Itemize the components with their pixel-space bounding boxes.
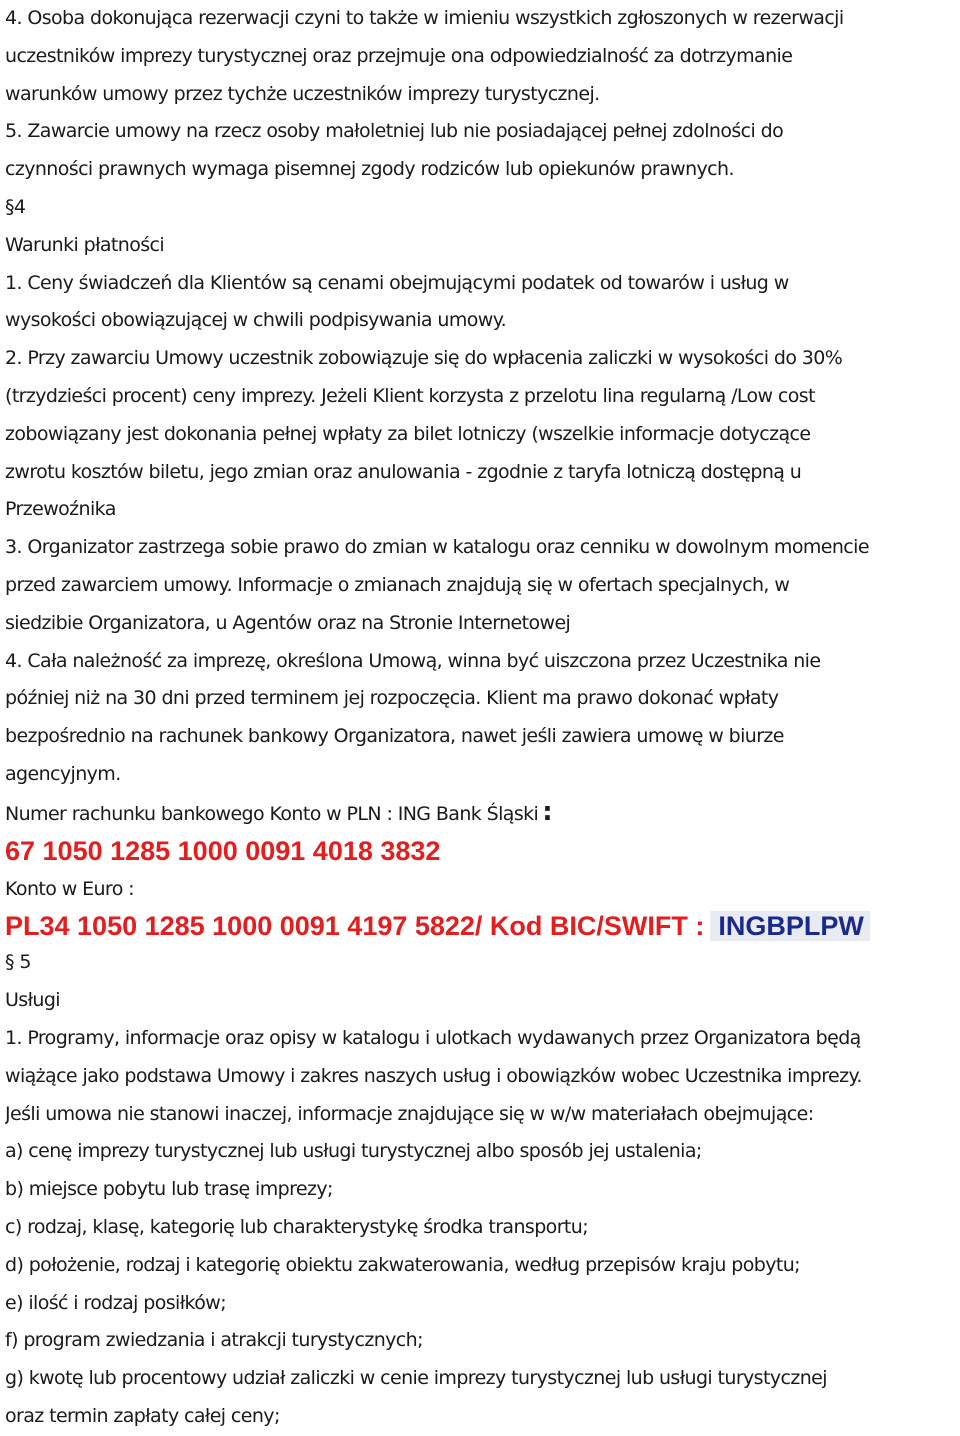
text-line: (trzydzieści procent) ceny imprezy. Jeżeli Klient korzysta z przelotu lina regularną /Low cost — [5, 384, 815, 407]
text-line: §4 — [5, 195, 26, 218]
text-line: wysokości obowiązującej w chwili podpisywania umowy. — [5, 309, 507, 332]
text-line: Warunki płatności — [5, 233, 165, 256]
text-line: Przewoźnika — [5, 498, 116, 521]
text-line: czynności prawnych wymaga pisemnej zgody rodziców lub opiekunów prawnych. — [5, 158, 734, 181]
text-line: 3. Organizator zastrzega sobie prawo do zmian w katalogu oraz cenniku w dowolnym momencie — [5, 536, 869, 559]
text-line: 4. Osoba dokonująca rezerwacji czyni to także w imieniu wszystkich zgłoszonych w rezerwacji — [5, 7, 844, 29]
text-line: Jeśli umowa nie stanowi inaczej, informacje znajdujące się w w/w materiałach obejmujące: — [5, 1102, 814, 1125]
bank-eur-account: PL34 1050 1285 1000 0091 4197 5822/ Kod BIC/SWIFT : — [5, 911, 705, 942]
text-line: agencyjnym. — [5, 762, 121, 785]
text-line: uczestników imprezy turystycznej oraz przejmuje ona odpowiedzialność za dotrzymanie — [5, 44, 793, 67]
text-line: Usługi — [5, 989, 60, 1012]
text-line: b) miejsce pobytu lub trasę imprezy; — [5, 1178, 333, 1201]
text-line: później niż na 30 dni przed terminem jej rozpoczęcia. Klient ma prawo dokonać wpłaty — [5, 687, 779, 710]
bank-pln-label-line — [5, 794, 960, 832]
text-line: przed zawarciem umowy. Informacje o zmianach znajdują się w ofertach specjalnych, w — [5, 573, 790, 596]
bank-pln-account-line — [5, 832, 960, 871]
text-line: zwrotu kosztów biletu, jego zmian oraz anulowania - zgodnie z taryfa lotniczą dostępną u — [5, 460, 802, 483]
bank-pln-account: 67 1050 1285 1000 0091 4018 3832 — [5, 835, 441, 866]
text-line: e) ilość i rodzaj posiłków; — [5, 1291, 226, 1314]
terms-section-services — [5, 944, 960, 1435]
terms-section-payment — [5, 0, 960, 794]
text-line: bezpośrednio na rachunek bankowy Organizatora, nawet jeśli zawiera umowę w biurze — [5, 725, 784, 748]
bank-pln-colon: : — [542, 796, 553, 827]
bank-pln-label: Numer rachunku bankowego Konto w PLN : ING Bank Śląski — [5, 802, 539, 825]
text-line: § 5 — [5, 951, 31, 974]
text-line: g) kwotę lub procentowy udział zaliczki w cenie imprezy turystycznej lub usługi turystycznej — [5, 1367, 827, 1390]
text-line: d) położenie, rodzaj i kategorię obiektu zakwaterowania, według przepisów kraju pobytu; — [5, 1253, 800, 1276]
bank-eur-label: Konto w Euro : — [5, 877, 134, 900]
bank-eur-label-line — [5, 871, 960, 909]
text-line: zobowiązany jest dokonania pełnej wpłaty za bilet lotniczy (wszelkie informacje dotyczące — [5, 422, 811, 445]
text-line: wiążące jako podstawa Umowy i zakres naszych usług i obowiązków wobec Uczestnika imprezy. — [5, 1064, 862, 1087]
text-line: 5. Zawarcie umowy na rzecz osoby małoletniej lub nie posiadającej pełnej zdolności do — [5, 120, 784, 143]
document-page — [5, 0, 960, 1436]
text-line: a) cenę imprezy turystycznej lub usługi turystycznej albo sposób jej ustalenia; — [5, 1140, 702, 1163]
text-line: oraz termin zapłaty całej ceny; — [5, 1404, 280, 1427]
text-line: 2. Przy zawarciu Umowy uczestnik zobowiązuje się do wpłacenia zaliczki w wysokości do 30% — [5, 347, 843, 370]
text-line: warunków umowy przez tychże uczestników imprezy turystycznej. — [5, 82, 600, 105]
text-line: c) rodzaj, klasę, kategorię lub charakterystykę środka transportu; — [5, 1215, 588, 1238]
bank-eur-account-line — [5, 908, 960, 944]
bank-bic-code: INGBPLPW — [710, 911, 870, 941]
text-line: siedzibie Organizatora, u Agentów oraz na Stronie Internetowej — [5, 611, 571, 634]
text-line: f) program zwiedzania i atrakcji turystycznych; — [5, 1329, 423, 1352]
text-line: 1. Ceny świadczeń dla Klientów są cenami obejmującymi podatek od towarów i usług w — [5, 271, 789, 294]
text-line: 4. Cała należność za imprezę, określona Umową, winna być uiszczona przez Uczestnika nie — [5, 649, 821, 672]
text-line: 1. Programy, informacje oraz opisy w katalogu i ulotkach wydawanych przez Organizatora będą — [5, 1026, 861, 1049]
